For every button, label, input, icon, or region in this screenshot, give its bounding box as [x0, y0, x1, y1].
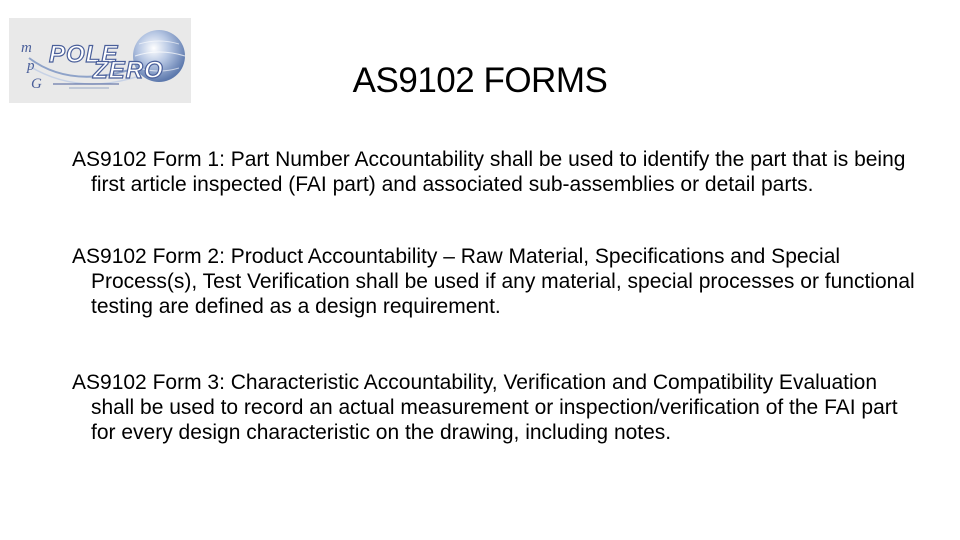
- svg-text:ZERO: ZERO: [93, 57, 164, 84]
- slide-title: AS9102 FORMS: [352, 61, 608, 100]
- paragraph-form-1: AS9102 Form 1: Part Number Accountability shall be used to identify the part that is being first article inspected (FAI part) and associated sub-assemblies or detail parts.: [72, 148, 906, 196]
- pole-zero-logo-icon: [9, 18, 191, 103]
- svg-text:POLE: POLE: [49, 41, 119, 68]
- svg-text:p: p: [27, 58, 35, 74]
- company-logo: [9, 18, 191, 103]
- paragraph-form-3: AS9102 Form 3: Characteristic Accountability, Verification and Compatibility Evaluation shall be used to record an actual measurement or inspection/verification of the FAI part for every design characteristic on the drawing, including notes.: [72, 371, 898, 444]
- paragraph-form-2: AS9102 Form 2: Product Accountability – Raw Material, Specifications and Special Process(s), Test Verification shall be used if any material, special processes or functional testing are defined as a design requirement.: [72, 245, 915, 318]
- svg-text:m: m: [21, 40, 32, 56]
- svg-text:G: G: [31, 76, 42, 92]
